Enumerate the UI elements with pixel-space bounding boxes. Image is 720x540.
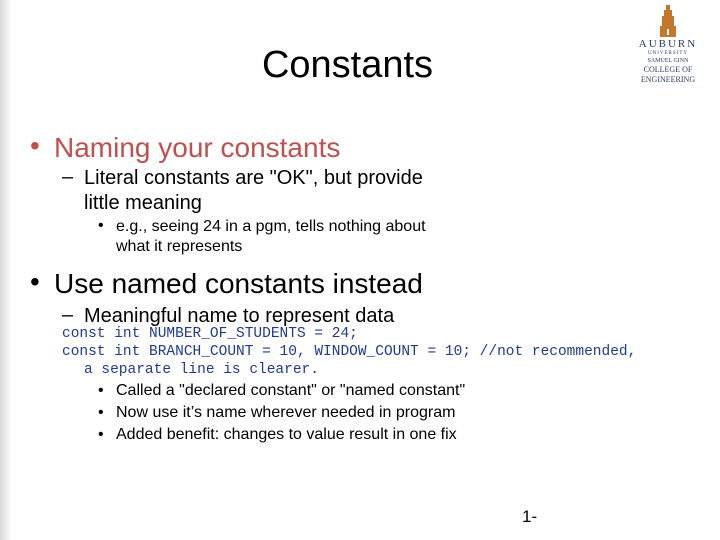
logo-line-2: UNIVERSITY <box>648 51 688 56</box>
bullet-marker: • <box>98 382 104 399</box>
bullet-naming-constants: Naming your constants <box>54 132 341 163</box>
logo-line-3: SAMUEL GINN <box>647 58 689 64</box>
sub-bullet-use-name: Now use it’s name wherever needed in program <box>116 404 456 421</box>
dash-marker: – <box>62 304 74 326</box>
sub-bullet-literal-line2: little meaning <box>84 192 202 214</box>
sub-sub-bullet-example-line1: e.g., seeing 24 in a pgm, tells nothing about <box>116 218 426 235</box>
dash-marker: – <box>62 166 74 188</box>
page-number: 1- <box>522 507 538 526</box>
bullet-marker: • <box>98 217 104 234</box>
logo-line-4: COLLEGE OF ENGINEERING <box>640 65 696 84</box>
bullet-marker: • <box>30 130 40 161</box>
sub-bullet-declared-constant: Called a "declared constant" or "named constant" <box>116 382 466 399</box>
bullet-marker: • <box>30 266 40 297</box>
tower-icon <box>657 4 679 38</box>
code-line-1: const int NUMBER_OF_STUDENTS = 24; <box>62 326 358 342</box>
code-line-3: a separate line is clearer. <box>84 362 319 378</box>
bullet-use-named-constants: Use named constants instead <box>54 268 423 299</box>
slide-title: Constants <box>261 44 434 86</box>
bullet-marker: • <box>98 426 104 443</box>
logo-line-1: AUBURN <box>638 38 698 50</box>
university-logo <box>620 4 716 84</box>
sub-bullet-meaningful-name: Meaningful name to represent data <box>84 305 395 327</box>
sub-bullet-literal-line1: Literal constants are "OK", but provide <box>84 167 423 189</box>
code-line-2: const int BRANCH_COUNT = 10, WINDOW_COUNT = 10; //not recommended, <box>62 344 637 360</box>
sub-sub-bullet-example-line2: what it represents <box>116 238 243 255</box>
bullet-marker: • <box>98 404 104 421</box>
sub-bullet-added-benefit: Added benefit: changes to value result in one fix <box>116 426 457 443</box>
